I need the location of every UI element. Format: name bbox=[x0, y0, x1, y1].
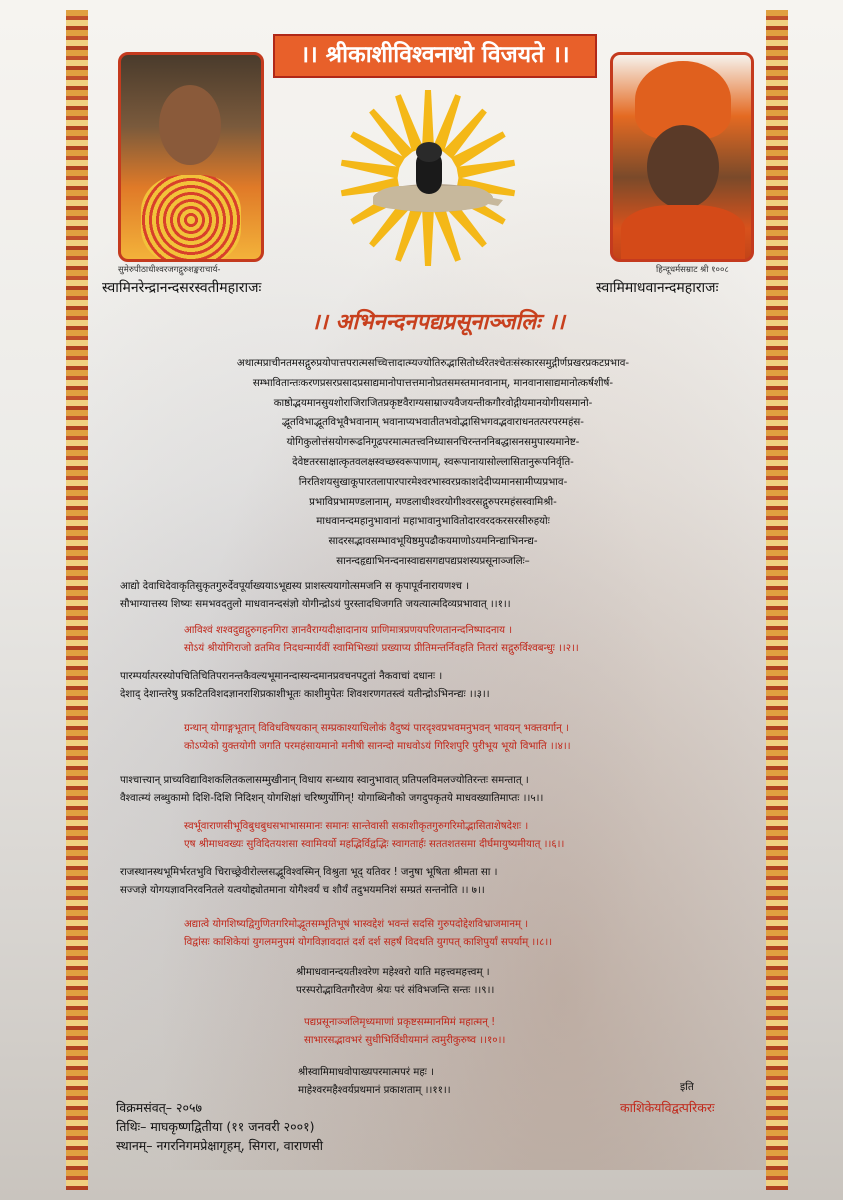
signature-text: काशिकेयविद्वत्परिकरः bbox=[620, 1100, 715, 1115]
verse-8 bbox=[184, 916, 552, 952]
left-portrait-garland bbox=[141, 175, 241, 262]
verse-line: माहेश्वरमहैश्वर्यप्रथमानं प्रकाशताम् ।।११।। bbox=[298, 1085, 451, 1096]
verse-line: आविश्वं शश्वदुद्यद्गुरुगहनगिरा ज्ञानवैराग्यदीक्षादानाय प्राणिमात्रप्रणयपरिणतानन्दनिष्पादनाय । bbox=[184, 625, 513, 636]
verse-line: एष श्रीमाधवख्यः सुविदितयशसा स्वामिवर्यो महद्भिर्विद्वद्भिः स्वागतार्हः सततशतसमा दीर्घमायुष्यमीयात् ।।६।। bbox=[184, 839, 565, 850]
intro-prose bbox=[128, 354, 738, 572]
verse-3 bbox=[120, 668, 490, 704]
verse-10 bbox=[304, 1014, 505, 1050]
intro-line: द्भूतविभाद्भूतविभूवैभवानाम् भवानाप्यभवातीतभवोद्भासिभगवद्भवाराधनतत्परपरमहंस- bbox=[282, 417, 584, 429]
verse-line: श्रीमाधवानन्दयतीश्वरेण महेश्वरो याति महत्त्वमहत्त्वम् । bbox=[296, 967, 490, 978]
verse-line: राजस्थानस्थभूमिर्भरतभुवि चिराच्छ्रेवीरोल्लसद्भूविश्वस्मिन् विश्रुता भूद् यतिवर ! जनुषा भूषिता श्रीमता सा । bbox=[120, 867, 498, 878]
right-caption-title: हिन्दूधर्मसम्राट श्री १००८ bbox=[656, 265, 729, 275]
intro-line: योगिकुलोत्तंसयोगरूढनिगूढपरमात्मतत्त्वनिध्यासनचिरन्तननिबद्धासनसमुपास्यमानेष्ट- bbox=[286, 437, 580, 449]
place-line: स्थानम्– नगरनिगमप्रेक्षागृहम्, सिगरा, वाराणसी bbox=[116, 1138, 323, 1153]
shivalinga-sun-emblem bbox=[338, 88, 518, 268]
intro-line: प्रभाविप्रभामण्डलानाम्, मण्डलाधीश्वरयोगीश्वरसद्गुरुपरमहंसस्वामिश्री- bbox=[309, 496, 557, 508]
verse-line: सज्जज्ञे योगयज्ञावनिरवनितले यत्वयोद्द्योतमाना योगैश्वर्यं च शौर्यं तदुभयमनिशं सम्प्रतं सन्तनोति ।। ७।। bbox=[120, 885, 485, 896]
left-portrait-photo bbox=[118, 52, 264, 262]
verse-line: पारम्पर्यात्परस्योपचितिचितिपरानन्तकैवल्यभूमानन्दास्यन्दमानप्रवचनपटुतां नैकवाचां दधानः । bbox=[120, 671, 443, 682]
intro-line: सादरसद्भावसम्भावभूयिष्ठमुपढौकयमाणोऽयमनिन्द्याभिनन्द्य- bbox=[328, 536, 538, 548]
verse-line: स्वर्भूवाराणसीभूविबुधबुधसभाभासमानः समानः सान्तेवासी सकाशीकृतगुरुगरिमोद्भासिताशेषदेशः । bbox=[184, 821, 529, 832]
verse-line: परस्परोद्भावितगौरवेण श्रेयः परं संविभजन्ति सन्तः ।।९।। bbox=[296, 985, 495, 996]
verse-line: वैश्वात्म्यं लब्धुकामो दिशि-दिशि निदिशन् योगशिक्षां चरिष्णुर्योगिन्! योगाब्धिनौको जगदुपकृतये माधवख्यातिमाप्तः ।।५।। bbox=[120, 793, 544, 804]
verse-line: साभारसद्भावभरं सुधीभिर्विधीयमानं त्वमुरीकुरुष्व ।।१०।। bbox=[304, 1035, 506, 1046]
verse-line: सोऽयं श्रीयोगिराजो व्रतमिव निदधन्मार्यवीं स्वामिभिख्यां प्रख्याप्य प्रीतिमन्तर्निवहति नितरां सद्गुरुर्विश्वबन्धुः ।।२।। bbox=[184, 643, 579, 654]
verse-11 bbox=[298, 1064, 451, 1100]
right-caption-name: स्वामिमाधवानन्दमहाराजः bbox=[596, 280, 719, 296]
verse-line: ग्रन्थान् योगाङ्गभूतान् विविधविषयकान् सम्प्रकाश्याधिलोकं वैदुष्यं पारदृश्वप्रभवमनुभवन् भावयन् भक्तवर्गान् । bbox=[184, 723, 569, 734]
verse-6 bbox=[184, 818, 564, 854]
intro-line: सानन्दहृद्याभिनन्दनास्वाद्यसगद्यपद्यप्रशस्यप्रसूनाञ्जलिः– bbox=[336, 555, 530, 567]
verse-line: देशाद् देशान्तरेषु प्रकटितविशदज्ञानराशिप्रकाशीभूतः काशीमुपेतः शिवशरणगतस्त्वं यतीन्द्रोऽभिनन्द्यः ।।३।। bbox=[120, 689, 490, 700]
right-portrait-photo bbox=[610, 52, 754, 262]
intro-line: काष्ठोद्भयमानसुयशोराजिराजितप्रकृष्टवैराग्यसाम्राज्यवैजयन्तीकगौरवोद्गीयमानयोगीयसमानो- bbox=[273, 397, 593, 409]
verse-line: पद्यप्रसूनाञ्जलिमृध्यमाणां प्रकृष्टसम्मानमिमं महात्मन् ! bbox=[304, 1017, 496, 1028]
verse-line: सौभाग्यात्तस्य शिष्यः समभवदतुलो माधवानन्दसंज्ञो योगीन्द्रोऽयं पुरस्तादधिजगति जयत्यात्मदिव्यप्रभावात् ।।१।। bbox=[120, 599, 511, 610]
verse-9 bbox=[296, 964, 494, 1000]
left-caption-title: सुमेरुपीठाधीश्वरजगद्गुरुशङ्कराचार्य- bbox=[118, 265, 221, 275]
verse-2 bbox=[184, 622, 579, 658]
verse-line: श्रीस्वामिमाधवोपाख्यपरमात्मपरं महः । bbox=[298, 1067, 434, 1078]
document-body bbox=[88, 10, 766, 1170]
right-ornamental-border bbox=[766, 10, 788, 1190]
left-portrait-face bbox=[159, 85, 221, 165]
verse-line: आद्यो देवाधिदेवाकृतिसुकृतगुरुर्देवपूर्याख्ययाऽभूद्यस्य प्राशस्त्ययागोत्समजनि स कृपापूर्वनारायणश्च । bbox=[120, 581, 470, 592]
verse-line: अद्यात्वे योगशिष्यद्विगुणितगरिमोद्भूतसम्भूतिभूषं भास्वद्देशं भवन्तं सदसि गुरुपदोद्देशविभ्राजमानम् । bbox=[184, 919, 529, 930]
intro-line: देवेष्टतरसाक्षात्कृतवलक्षस्वच्छस्वरूपाणाम्, स्वरूपानायासोल्लासितानुरूपनिर्वृति- bbox=[292, 456, 574, 468]
verse-line: कोऽप्येको युक्तयोगी जगति परमहंसायमानो मनीषी सानन्दो माधवोऽयं गिरिशपुरि पुरीभूय भूयो विभाति ।।४।। bbox=[184, 741, 571, 752]
verse-1 bbox=[120, 578, 511, 614]
right-portrait-face bbox=[647, 125, 719, 209]
intro-line: निरतिशयसुखाकूपारतलापारपारमेश्वरभास्वरप्रकाशदेदीप्यमानसामीप्यप्रभाव- bbox=[298, 476, 568, 488]
verse-4 bbox=[184, 720, 571, 756]
main-heading: ।। अभिनन्दनपद्यप्रसूनाञ्जलिः ।। bbox=[311, 310, 565, 335]
verse-5 bbox=[120, 772, 543, 808]
verse-7 bbox=[120, 864, 498, 900]
footer-details bbox=[116, 1098, 323, 1155]
left-caption-name: स्वामिनरेन्द्रानन्दसरस्वतीमहाराजः bbox=[102, 280, 262, 296]
left-ornamental-border bbox=[66, 10, 88, 1190]
title-banner: ।। श्रीकाशीविश्वनाथो विजयते ।। bbox=[273, 34, 597, 78]
intro-line: सम्भावितान्तःकरणप्रसरप्रसादप्रसाद्यमानोपात्तत्तमानोप्रतसमस्तमानवानाम्, मानवानासाद्यमानोत्कर्षशीर्ष- bbox=[252, 377, 614, 389]
right-portrait-robe bbox=[621, 205, 745, 262]
verse-line: विद्वांसः काशिकेयां युगलमनुपमं योगविज्ञावदातं दर्श दर्श सहर्षं विदधति युगपत् काशिपुर्यां सपर्याम् ।।८।। bbox=[184, 937, 553, 948]
iti-text: इति bbox=[680, 1081, 694, 1093]
intro-line: अथात्मप्राचीनतमसद्गुरुप्रयोपात्तपरात्मसच्चित्तादात्म्यज्योतिरुद्भासितोर्ध्वरेतश्चेतःसंस्कारसमुद्गीर्णप्रखरप्रकटप्रभाव- bbox=[236, 358, 630, 369]
samvat-line: विक्रमसंवत्– २०५७ bbox=[116, 1100, 203, 1115]
verse-line: पाश्चात्त्यान् प्राच्यविद्याविशकलितकलासम्मुखीनान् विधाय सन्ध्याय स्वानुभावात् प्रतिपलविमलज्योतिरन्तः समन्तात् । bbox=[120, 775, 529, 786]
tithi-line: तिथिः– माघकृष्णद्वितीया (११ जनवरी २००१) bbox=[116, 1119, 315, 1134]
intro-line: माधवानन्दमहानुभावानां महाभावानुभावितोदारवरदकरसरसीरुहयोः bbox=[316, 516, 550, 528]
